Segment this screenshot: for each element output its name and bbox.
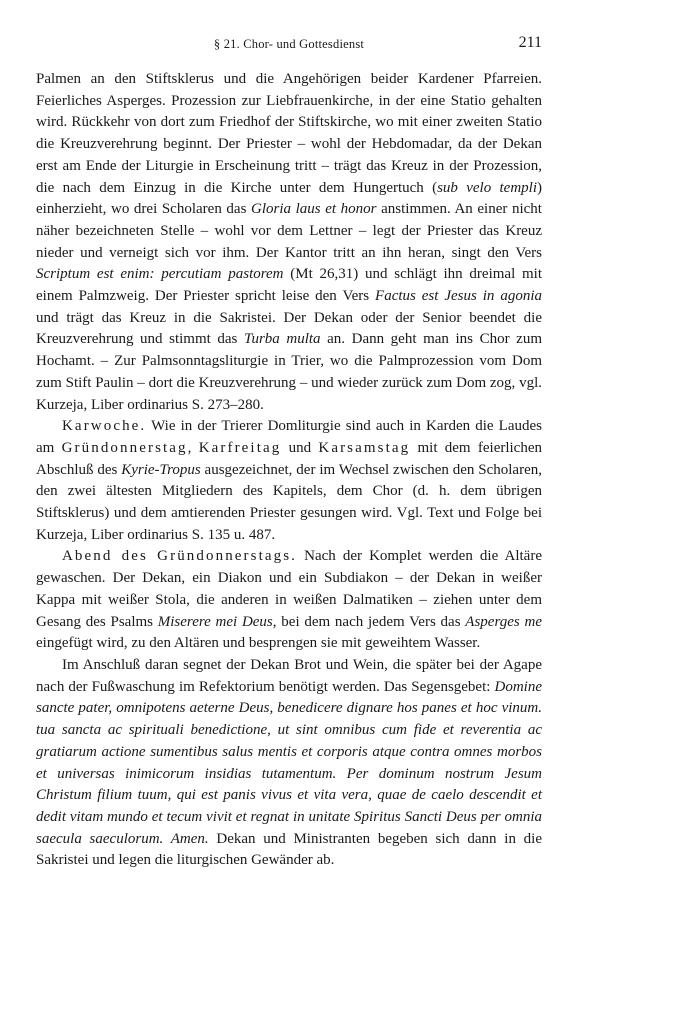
- latin-phrase: sub velo templi: [437, 179, 537, 196]
- text-run: Dekan und Ministranten begeben sich dann in die Sakristei und legen die liturgischen Gewänder ab.: [36, 830, 542, 869]
- running-head: § 21. Chor- und Gottesdienst: [213, 37, 365, 51]
- paragraph-maundy-thursday-evening: [36, 546, 542, 655]
- text-run: an. Dann geht man ins Chor zum Hochamt. – Zur Palmsonntagsliturgie in Trier, wo die Palmprozession vom Dom zum Stift Paulin – dort die Kreuzverehrung – und wieder zurück zum Dom zog, vgl. Kurzeja, Liber ordinarius S. 273–280.: [36, 331, 542, 413]
- page-header: [36, 34, 542, 57]
- text-run: Palmen an den Stiftsklerus und die Angehörigen beider Kardener Pfarreien. Feierliches Asperges. Prozession zur Liebfrauenkirche, in der eine Statio gehalten wird. Rückkehr von dort zum Friedhof der Stiftskirche, wo mit einer zweiten Statio die Kreuzverehrung beginnt. Der Priester – wohl der Hebdomadar, da der Dekan erst am Ende der Liturgie in Erscheinung tritt – trägt das Kreuz in der Prozession, die nach dem Einzug in die Kirche unter dem Hungertuch (: [36, 71, 542, 196]
- text-run: ,: [187, 439, 199, 456]
- text-run: und: [281, 439, 319, 456]
- section-heading: Karwoche.: [62, 418, 147, 435]
- text-run: Wie in der Trierer Domliturgie sind auch in Karden die Laudes am: [36, 418, 542, 456]
- spaced-term: Gründonnerstag: [61, 439, 188, 456]
- text-run: (Mt 26,31) und schlägt ihn dreimal mit einem Palmzweig. Der Priester spricht leise den Vers: [36, 266, 542, 305]
- text-run: eingefügt wird, zu den Altären und besprengen sie mit geweihtem Wasser.: [36, 635, 481, 652]
- latin-phrase: Miserere mei Deus: [157, 613, 273, 630]
- paragraph-palm-sunday: [36, 69, 542, 416]
- paragraph-blessing: [36, 655, 542, 872]
- latin-phrase: Kyrie-Tropus: [121, 461, 201, 478]
- text-run: mit dem feierlichen Abschluß des: [36, 439, 542, 478]
- latin-phrase: Asperges me: [465, 613, 542, 630]
- body-text: [36, 69, 542, 872]
- text-run: , bei dem nach jedem Vers das: [272, 613, 466, 630]
- page-number: 211: [518, 34, 542, 51]
- section-heading: Abend des Gründonnerstags.: [62, 548, 298, 565]
- latin-phrase: Scriptum est enim: percutiam pastorem: [36, 266, 284, 283]
- latin-phrase: Turba multa: [243, 331, 321, 348]
- text-run: und trägt das Kreuz in die Sakristei. Der Dekan oder der Senior beendet die Kreuzverehrung und stimmt das: [36, 309, 542, 348]
- latin-prayer: Domine sancte pater, omnipotens aeterne Deus, benedicere dignare hos panes et hoc vinum. tua sancta ac spirituali benedictione, ut sint omnibus cum fide et reverentia ac gratiarum actione sumentibus salus mentis et corporis atque contra omnes morbos et universas inimicorum insidias tutamentum. Per dominum nostrum Jesum Christum filium tuum, qui est panis vivus et vita vera, quae de caelo descendit et dedit vitam mundo et tecum vivit et regnat in unitate Spiritus Sancti Deus per omnia saecula saeculorum. Amen.: [36, 678, 542, 847]
- text-run: ausgezeichnet, der im Wechsel zwischen den Scholaren, den zwei ältesten Mitgliedern des Kapitels, dem Chor (d. h. dem übrigen Stiftsklerus) und dem amtierenden Priester gesungen wird. Vgl. Text und Folge bei Kurzeja, Liber ordinarius S. 135 u. 487.: [36, 461, 542, 543]
- latin-phrase: Gloria laus et honor: [251, 201, 377, 218]
- text-run: anstimmen. An einer nicht näher bezeichneten Stelle – wohl vor dem Lettner – legt der Priester das Kreuz nieder und verneigt sich vor ihm. Der Kantor tritt an ihn heran, singt den Vers: [36, 201, 542, 261]
- spaced-term: Karfreitag: [198, 439, 282, 456]
- text-run: Nach der Komplet werden die Altäre gewaschen. Der Dekan, ein Diakon und ein Subdiakon – der Dekan in weißer Kappa mit weißer Stola, die anderen in weißen Dalmatiken – ziehen unter dem Gesang des Psalms: [36, 548, 542, 630]
- spaced-term: Karsamstag: [318, 439, 411, 456]
- paragraph-holy-week: [36, 416, 542, 546]
- text-run: ) einherzieht, wo drei Scholaren das: [36, 179, 542, 218]
- latin-phrase: Factus est Jesus in agonia: [375, 288, 542, 305]
- text-run: Im Anschluß daran segnet der Dekan Brot und Wein, die später bei der Agape nach der Fußwaschung im Refektorium benötigt werden. Das Segensgebet:: [36, 656, 542, 695]
